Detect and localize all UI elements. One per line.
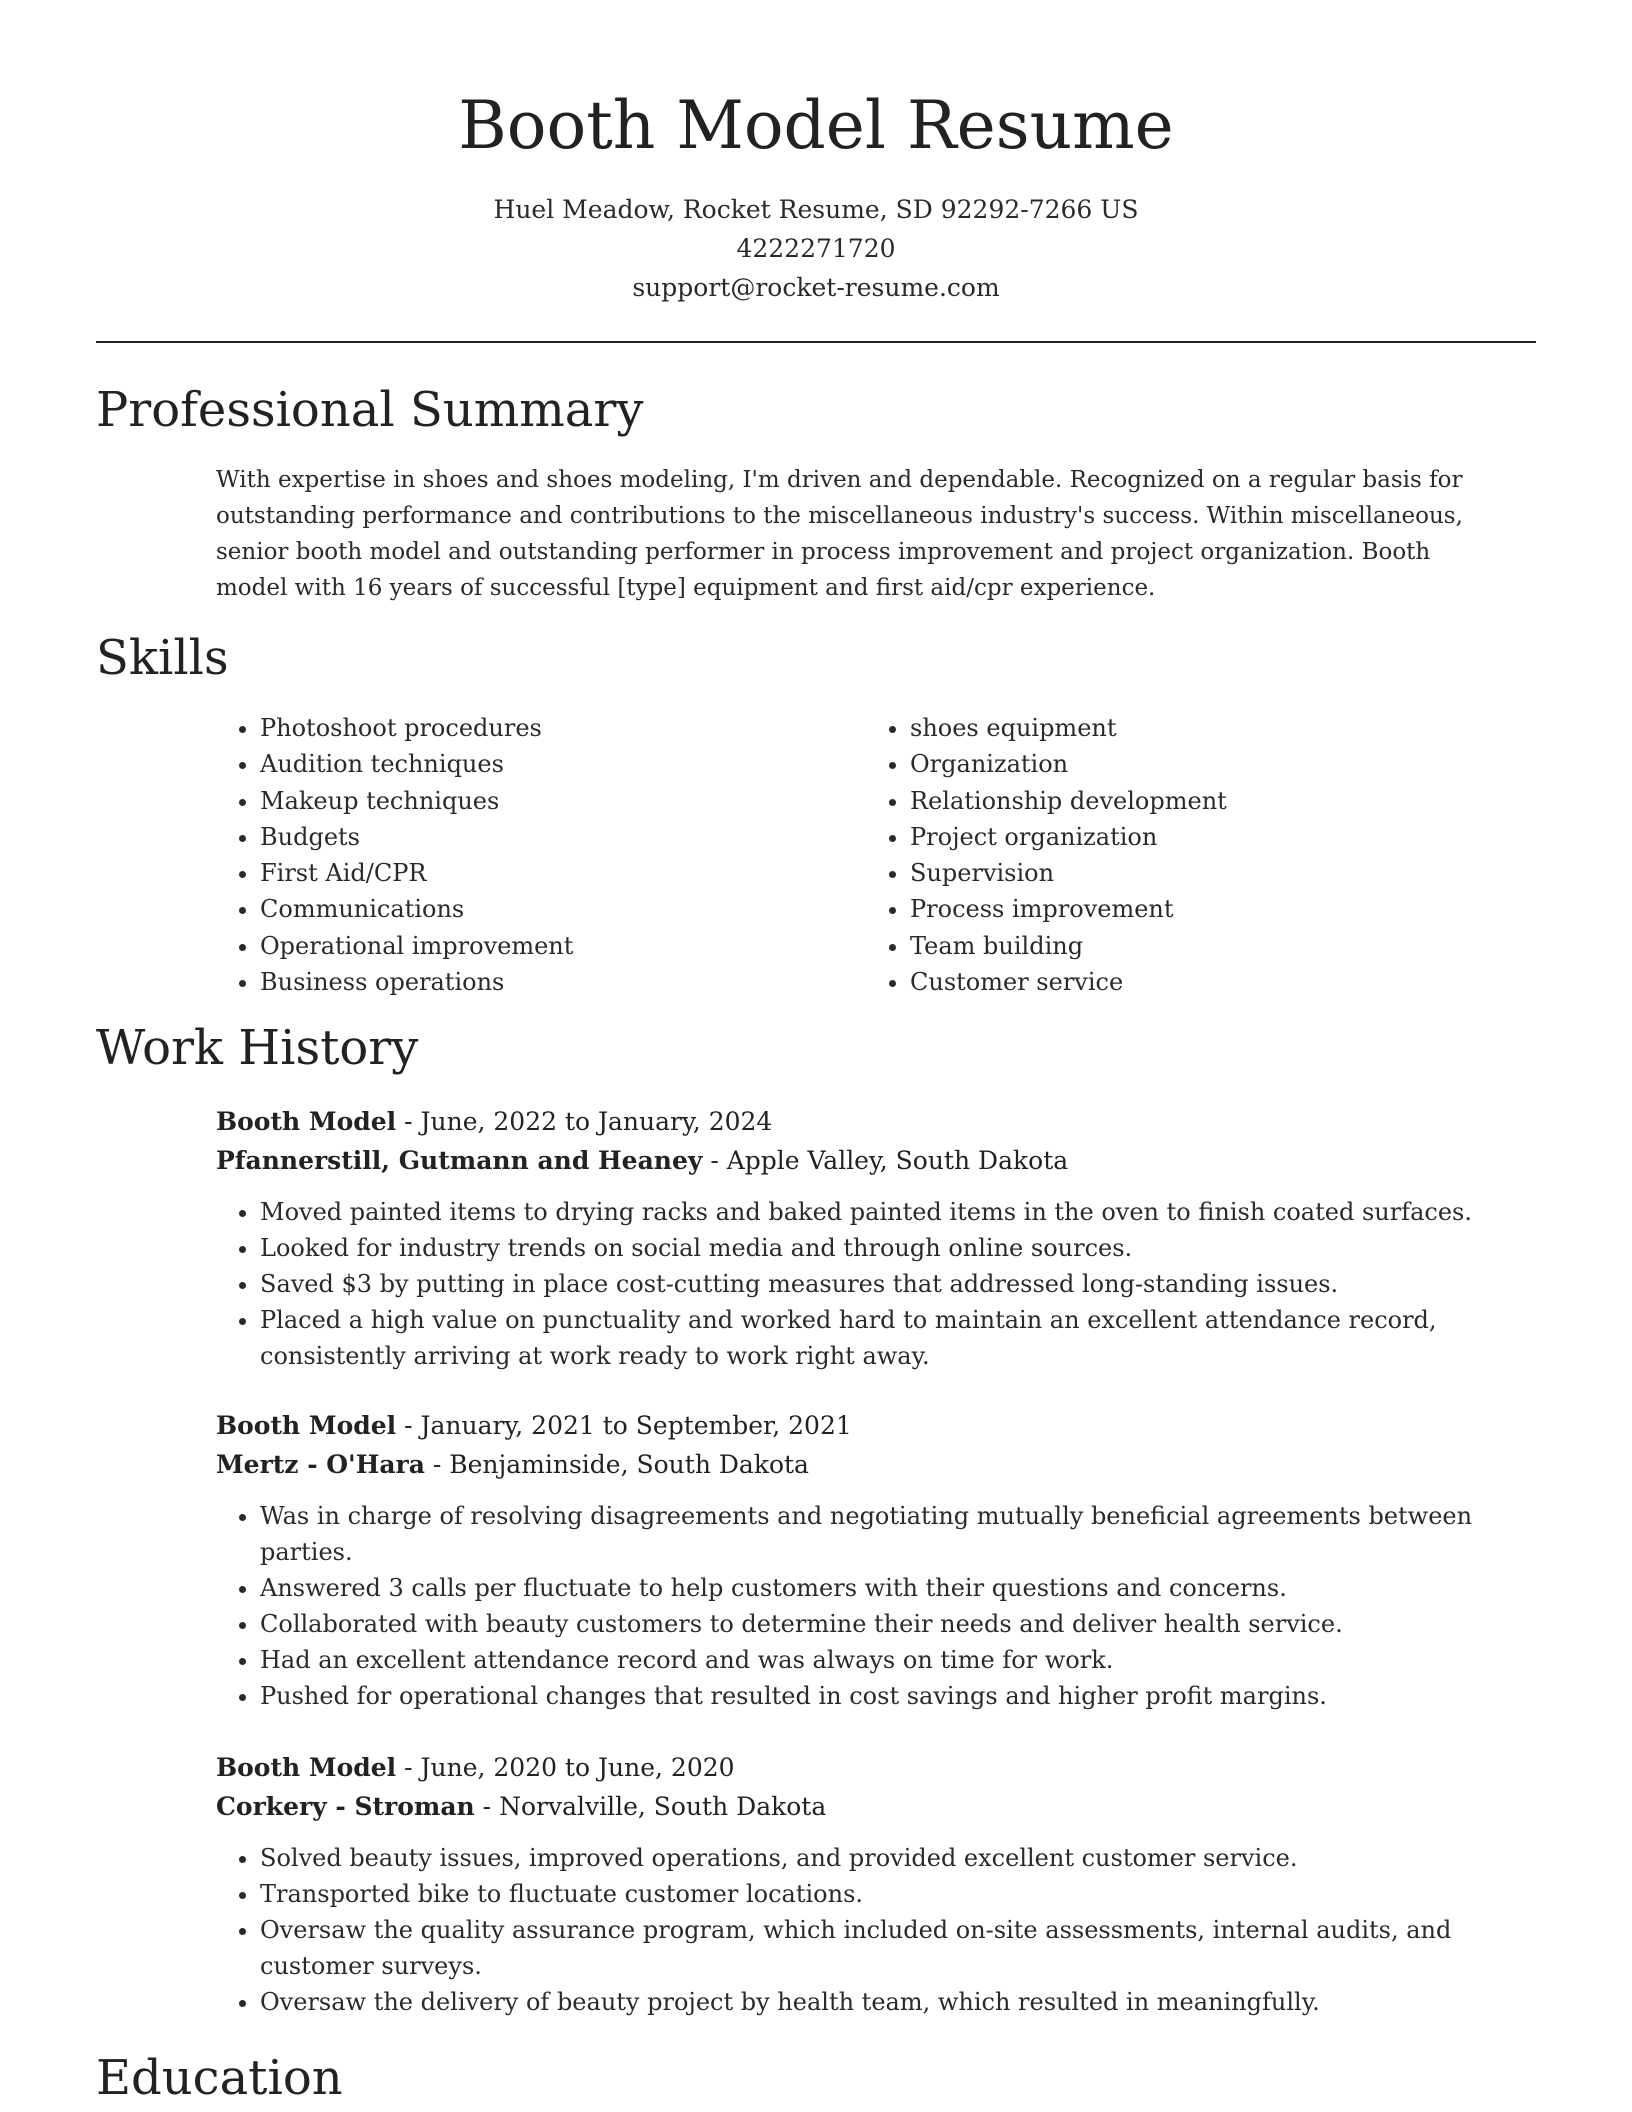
header-divider [96, 341, 1536, 343]
work-history-heading: Work History [96, 1020, 419, 1076]
job-title-line [216, 1406, 1546, 1445]
job-bullet: • Was in charge of resolving disagreements and negotiating mutually beneficial agreements between parties. [260, 1498, 1546, 1570]
job-bullet: • Answered 3 calls per fluctuate to help customers with their questions and concerns. [260, 1570, 1546, 1606]
job-location: - Benjaminside, South Dakota [424, 1450, 809, 1479]
skill-item: • Communications [260, 891, 573, 927]
skill-item: • Relationship development [910, 783, 1227, 819]
resume-title: Booth Model Resume [458, 87, 1174, 164]
skill-item: • Audition techniques [260, 746, 573, 782]
skill-item: • Process improvement [910, 891, 1227, 927]
job-bullet: • Transported bike to fluctuate customer locations. [260, 1876, 1546, 1912]
job-bullet: • Oversaw the quality assurance program, which included on-site assessments, internal audits, and customer surveys. [260, 1912, 1546, 1984]
job-entry [216, 1406, 1546, 1714]
job-dates: - June, 2022 to January, 2024 [396, 1107, 773, 1136]
contact-email: support@rocket-resume.com [632, 273, 1000, 302]
job-bullets [216, 1840, 1546, 2020]
contact-address: Huel Meadow, Rocket Resume, SD 92292-7266 US [493, 195, 1139, 224]
skills-column-right [866, 710, 1227, 1000]
company-name: Corkery - Stroman [216, 1792, 475, 1821]
skill-item: • Project organization [910, 819, 1227, 855]
job-bullet: • Pushed for operational changes that resulted in cost savings and higher profit margins. [260, 1678, 1546, 1714]
job-entry [216, 1102, 1546, 1374]
company-name: Mertz - O'Hara [216, 1450, 425, 1479]
job-bullet: • Oversaw the delivery of beauty project by health team, which resulted in meaningfully. [260, 1984, 1546, 2020]
job-role: Booth Model [216, 1107, 397, 1136]
job-bullet: • Moved painted items to drying racks and baked painted items in the oven to finish coated surfaces. [260, 1194, 1546, 1230]
job-bullet: • Saved $3 by putting in place cost-cutting measures that addressed long-standing issues. [260, 1266, 1546, 1302]
skill-item: • Photoshoot procedures [260, 710, 573, 746]
job-bullet: • Collaborated with beauty customers to determine their needs and deliver health service. [260, 1606, 1546, 1642]
skill-item: • Operational improvement [260, 928, 573, 964]
skill-item: • Customer service [910, 964, 1227, 1000]
skill-item: • First Aid/CPR [260, 855, 573, 891]
job-company-line [216, 1141, 1546, 1180]
contact-phone: 4222271720 [736, 234, 896, 263]
job-role: Booth Model [216, 1411, 397, 1440]
job-entry [216, 1748, 1546, 2020]
skill-item: • Makeup techniques [260, 783, 573, 819]
job-company-line [216, 1787, 1546, 1826]
job-title-line [216, 1748, 1546, 1787]
summary-text: With expertise in shoes and shoes modeling, I'm driven and dependable. Recognized on a regular basis for outstanding performance and contributions to the miscellaneous industry's success. Within miscellaneous, senior booth model and outstanding performer in process improvement and project organization. Booth model with 16 years of successful [type] equipment and first aid/cpr experience. [216, 467, 1463, 601]
skill-item: • shoes equipment [910, 710, 1227, 746]
job-location: - Apple Valley, South Dakota [702, 1146, 1069, 1175]
job-bullets [216, 1194, 1546, 1374]
job-company-line [216, 1445, 1546, 1484]
job-dates: - June, 2020 to June, 2020 [396, 1753, 735, 1782]
job-bullet: • Solved beauty issues, improved operations, and provided excellent customer service. [260, 1840, 1546, 1876]
company-name: Pfannerstill, Gutmann and Heaney [216, 1146, 703, 1175]
skill-item: • Budgets [260, 819, 573, 855]
job-bullet: • Placed a high value on punctuality and worked hard to maintain an excellent attendance record, consistently arriving at work ready to work right away. [260, 1302, 1546, 1374]
skill-item: • Team building [910, 928, 1227, 964]
job-dates: - January, 2021 to September, 2021 [396, 1411, 852, 1440]
skill-item: • Business operations [260, 964, 573, 1000]
job-title-line [216, 1102, 1546, 1141]
job-bullet: • Had an excellent attendance record and was always on time for work. [260, 1642, 1546, 1678]
contact-info [96, 190, 1536, 307]
summary-heading: Professional Summary [96, 382, 644, 438]
skill-item: • Supervision [910, 855, 1227, 891]
skill-item: • Organization [910, 746, 1227, 782]
job-bullets [216, 1498, 1546, 1714]
job-location: - Norvalville, South Dakota [474, 1792, 827, 1821]
education-heading: Education [96, 2050, 343, 2106]
skills-column-left [216, 710, 573, 1000]
job-bullet: • Looked for industry trends on social media and through online sources. [260, 1230, 1546, 1266]
skills-heading: Skills [96, 630, 229, 686]
job-role: Booth Model [216, 1753, 397, 1782]
